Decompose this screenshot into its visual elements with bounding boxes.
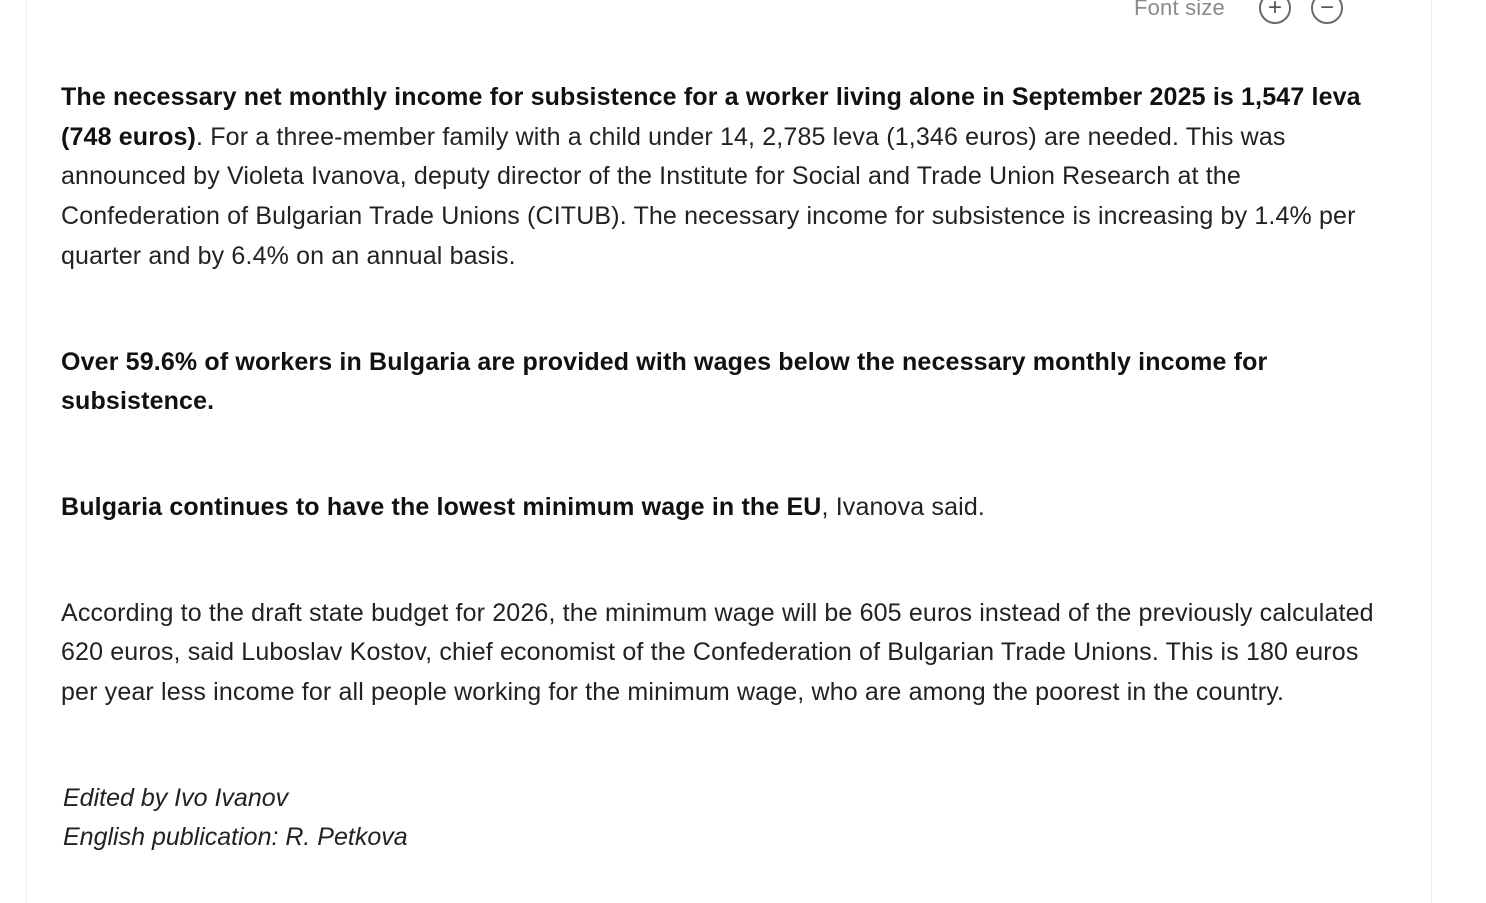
editor-credit: Edited by Ivo Ivanov: [63, 783, 289, 812]
font-increase-button[interactable]: [1259, 0, 1291, 24]
plus-icon: +: [1267, 0, 1282, 21]
paragraph-highlight: Bulgaria continues to have the lowest minimum wage in the EU: [61, 492, 822, 521]
paragraph-text: , Ivanova said.: [821, 492, 985, 521]
font-size-label: Font size: [1133, 0, 1225, 20]
article-paragraph: [61, 488, 1386, 528]
paragraph-text: . For a three-member family with a child under 14, 2,785 leva (1,346 euros) are needed. This was announced by Violeta Ivanova, deputy director of the Institute for Social and Trade Union Research at the Confederation of Bulgarian Trade Unions (CITUB). The necessary income for subsistence is increasing by 1.4% per quarter and by 6.4% on an annual basis.: [61, 122, 1356, 270]
paragraph-highlight: Over 59.6% of workers in Bulgaria are provided with wages below the necessary monthly income for subsistence.: [61, 347, 1268, 416]
paragraph-highlight: The necessary net monthly income for subsistence for a worker living alone in September 2025 is 1,547 leva (748 euros): [61, 83, 1361, 151]
font-decrease-button[interactable]: [1311, 0, 1343, 24]
publication-credit: English publication: R. Petkova: [63, 822, 408, 851]
font-size-controls: [1134, 0, 1343, 24]
article-body: [61, 78, 1386, 857]
minus-icon: −: [1319, 0, 1334, 21]
paragraph-text: According to the draft state budget for 2026, the minimum wage will be 605 euros instead of the previously calculated 620 euros, said Luboslav Kostov, chief economist of the Confederation of Bulgarian Trade Unions. This is 180 euros per year less income for all people working for the minimum wage, who are among the poorest in the country.: [61, 598, 1374, 707]
article-paragraph: [61, 78, 1386, 277]
article-paragraph: [61, 343, 1386, 422]
article-paragraph: [61, 594, 1386, 713]
article-credits: [61, 779, 1386, 857]
